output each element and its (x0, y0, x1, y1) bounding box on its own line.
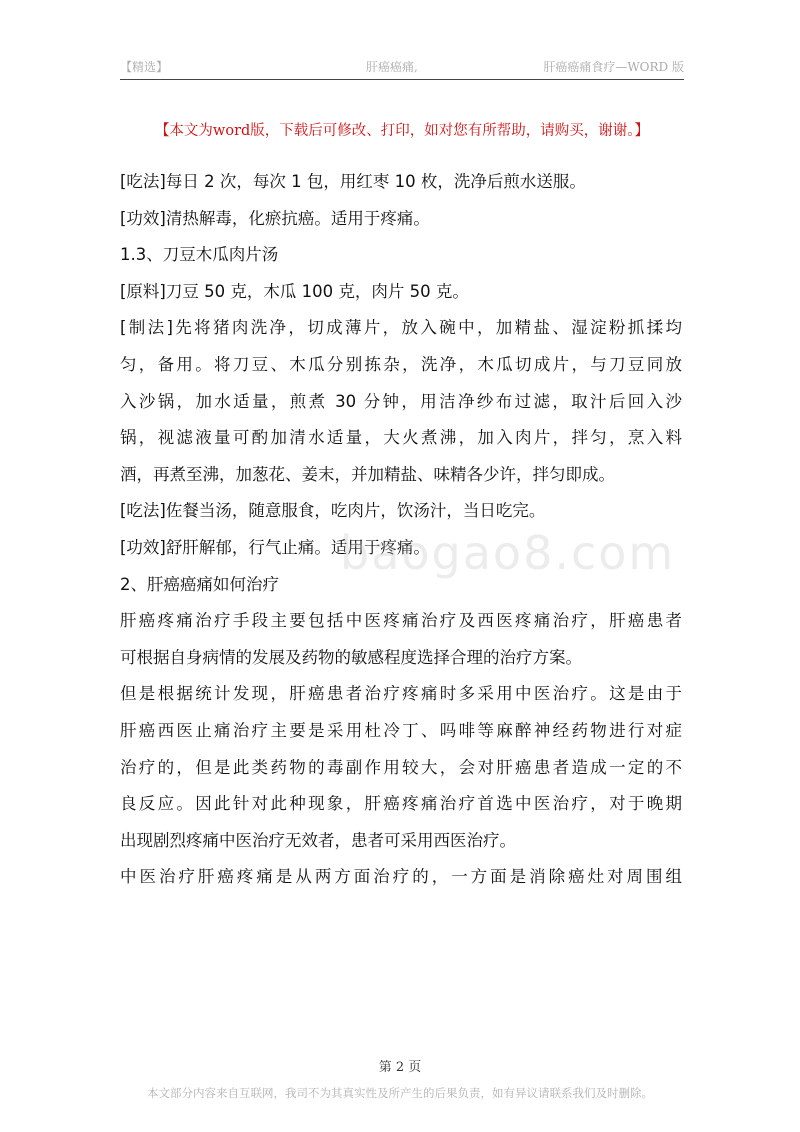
text-line: 出现剧烈疼痛中医治疗无效者，患者可采用西医治疗。 (120, 830, 516, 850)
text-line: 肝癌疼痛治疗手段主要包括中医疼痛治疗及西医疼痛治疗，肝癌患者 (120, 611, 682, 631)
text-line: [吃法]每日 2 次，每次 1 包，用红枣 10 枚，洗净后煎水送服。 (120, 172, 586, 191)
text-line: 但是根据统计发现，肝癌患者治疗疼痛时多采用中医治疗。这是由于 (120, 684, 682, 704)
header-left-text: 【精选】 (120, 60, 169, 74)
text-line: [制法]先将猪肉洗净，切成薄片，放入碗中，加精盐、湿淀粉抓揉均 (120, 318, 682, 338)
text-line: 良反应。因此针对此种现象，肝癌疼痛治疗首选中医治疗，对于晚期 (120, 794, 682, 814)
text-line: [吃法]佐餐当汤，随意服食，吃肉片，饮汤汁，当日吃完。 (120, 501, 546, 521)
text-line: 肝癌西医止痛治疗主要是采用杜冷丁、吗啡等麻醉神经药物进行对症 (120, 720, 682, 740)
footer-disclaimer: 本文部分内容来自互联网，我司不为其真实性及所产生的后果负责，如有异议请联系我们及时删除。 (147, 1086, 653, 1100)
header-right-text: 肝癌癌痛食疗—WORD 版 (543, 60, 684, 74)
text-line: [功效]舒肝解郁，行气止痛。适用于疼痛。 (120, 537, 430, 557)
text-line: 酒，再煮至沸，加葱花、姜末，并加精盐、味精各少许，拌匀即成。 (120, 464, 615, 484)
text-line: 中医治疗肝癌疼痛是从两方面治疗的，一方面是消除癌灶对周围组 (120, 867, 682, 887)
text-line: 锅，视滤液量可酌加清水适量，大火煮沸，加入肉片，拌匀，烹入料 (120, 428, 682, 448)
page-number: 第 2 页 (378, 1060, 422, 1075)
download-notice: 【本文为word版，下载后可修改、打印，如对您有所帮助，请购买，谢谢。】 (154, 123, 650, 139)
watermark: baogao8.com (340, 526, 676, 580)
text-line: [原料]刀豆 50 克，木瓜 100 克，肉片 50 克。 (120, 281, 469, 301)
text-line: 治疗的，但是此类药物的毒副作用较大，会对肝癌患者造成一定的不 (120, 757, 682, 777)
text-line: 可根据自身病情的发展及药物的敏感程度选择合理的治疗方案。 (120, 647, 582, 667)
document-body (120, 164, 682, 896)
text-line: [功效]清热解毒，化瘀抗癌。适用于疼痛。 (120, 208, 430, 228)
section-heading: 1.3、刀豆木瓜肉片汤 (120, 245, 279, 265)
text-line: 入沙锅，加水适量，煎煮 30 分钟，用洁净纱布过滤，取汁后回入沙 (120, 391, 682, 411)
page-header (120, 57, 684, 80)
header-middle-text: 肝癌癌痛, (366, 60, 418, 74)
section-heading: 2、肝癌癌痛如何治疗 (120, 574, 279, 594)
text-line: 匀，备用。将刀豆、木瓜分别拣杂，洗净，木瓜切成片，与刀豆同放 (120, 354, 682, 374)
